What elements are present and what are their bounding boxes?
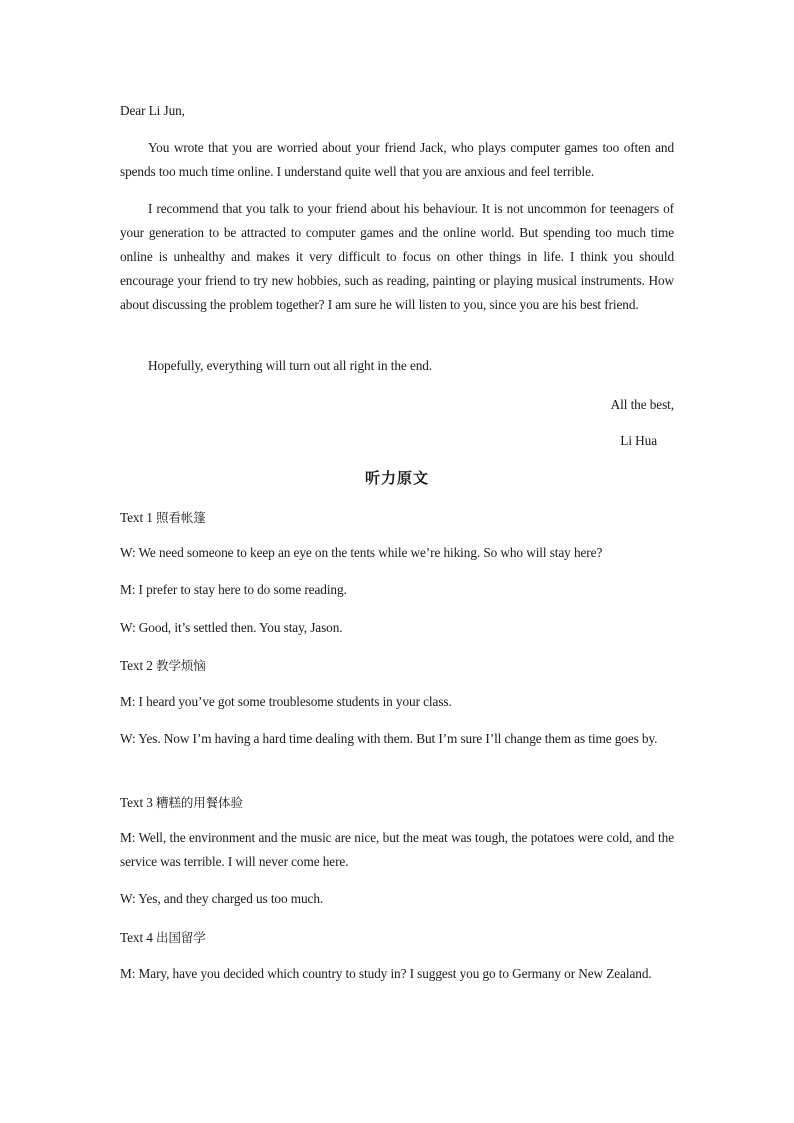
text-label: Text 1 bbox=[120, 510, 153, 525]
text-title-cn: 糟糕的用餐体验 bbox=[156, 795, 243, 810]
letter-closing: All the best, bbox=[610, 397, 674, 412]
text-title-cn: 教学烦恼 bbox=[156, 658, 206, 673]
dialogue-line: W: Yes, and they charged us too much. bbox=[120, 891, 324, 906]
text-title bbox=[120, 793, 243, 811]
dialogue-line: W: Yes. Now I’m having a hard time dealing with them. But I’m sure I’ll change them as time goes by. bbox=[120, 731, 658, 746]
text-title bbox=[120, 508, 206, 526]
letter-salutation: Dear Li Jun, bbox=[120, 103, 185, 118]
letter-paragraph: Hopefully, everything will turn out all right in the end. bbox=[148, 358, 433, 373]
text-title bbox=[120, 656, 206, 674]
dialogue-line: M: I prefer to stay here to do some reading. bbox=[120, 582, 347, 597]
dialogue-line: M: Mary, have you decided which country to study in? I suggest you go to Germany or New Zealand. bbox=[120, 966, 652, 981]
text-title bbox=[120, 928, 206, 946]
dialogue-line: M: I heard you’ve got some troublesome students in your class. bbox=[120, 694, 452, 709]
letter-paragraph: I recommend that you talk to your friend about his behaviour. It is not uncommon for teenagers of your generation to be attracted to computer games and the online world. But spending too much time online is unhealthy and makes it very difficult to focus on other things in life. I think you should encourage your friend to try new hobbies, such as reading, painting or playing musical instruments. How about discussing the problem together? I am sure he will listen to you, since you are his best friend. bbox=[120, 201, 674, 312]
transcript-heading: 听力原文 bbox=[364, 469, 429, 487]
text-label: Text 2 bbox=[120, 658, 153, 673]
text-label: Text 3 bbox=[120, 795, 153, 810]
dialogue-line: W: Good, it’s settled then. You stay, Jason. bbox=[120, 620, 343, 635]
dialogue-line: W: We need someone to keep an eye on the tents while we’re hiking. So who will stay here? bbox=[120, 545, 603, 560]
letter-paragraph: You wrote that you are worried about your friend Jack, who plays computer games too often and spends too much time online. I understand quite well that you are anxious and feel terrible. bbox=[120, 140, 674, 179]
text-label: Text 4 bbox=[120, 930, 153, 945]
text-title-cn: 照看帐篷 bbox=[156, 510, 206, 525]
letter-signature: Li Hua bbox=[620, 433, 657, 448]
text-title-cn: 出国留学 bbox=[156, 930, 206, 945]
dialogue-line: M: Well, the environment and the music are nice, but the meat was tough, the potatoes were cold, and the service was terrible. I will never come here. bbox=[120, 830, 674, 869]
